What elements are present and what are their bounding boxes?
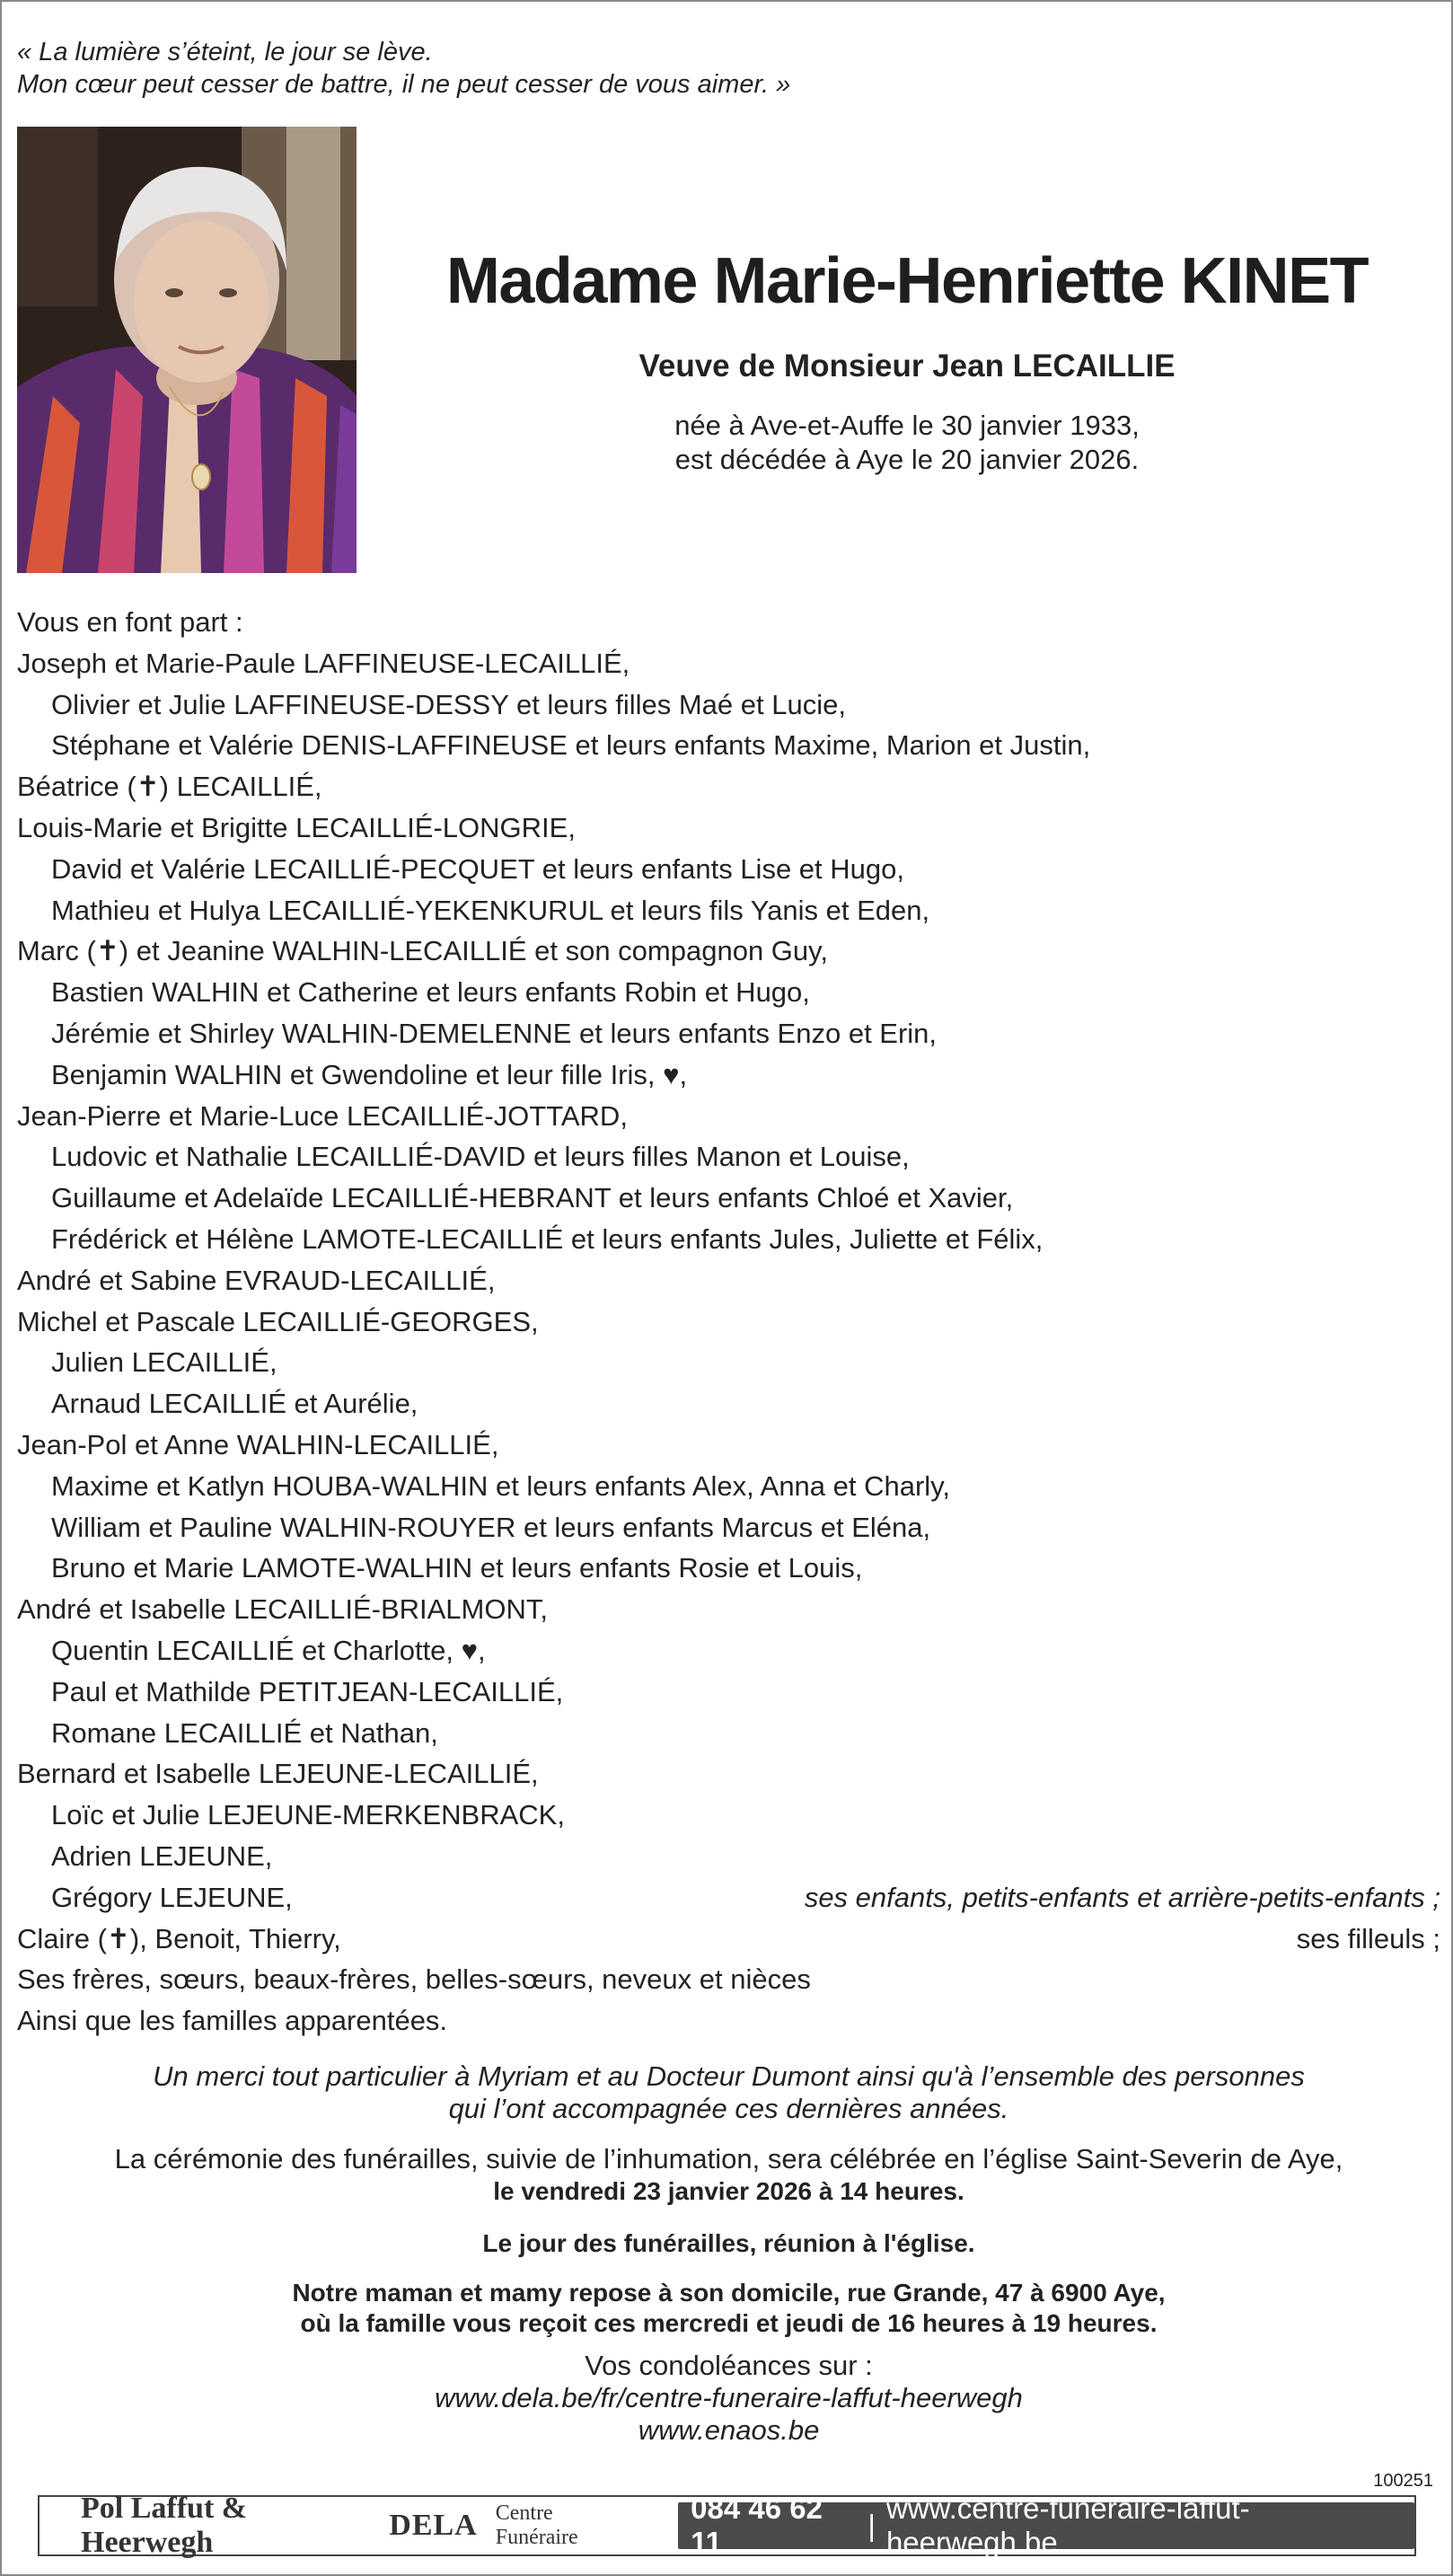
family-line: Michel et Pascale LECAILLIÉ-GEORGES,	[17, 1305, 539, 1337]
family-line: Stéphane et Valérie DENIS-LAFFINEUSE et leurs enfants Maxime, Marion et Justin,	[51, 729, 1091, 762]
family-line: Adrien LEJEUNE,	[51, 1839, 273, 1872]
family-line: Béatrice (✝) LECAILLIÉ,	[17, 771, 322, 803]
portrait-photo	[17, 127, 357, 573]
condolences-label: Vos condoléances sur :	[585, 2350, 873, 2381]
condolences	[17, 2350, 1440, 2447]
condolences-link[interactable]: www.enaos.be	[638, 2414, 820, 2446]
family-line: Louis-Marie et Brigitte LECAILLIÉ-LONGRIE,	[17, 811, 576, 843]
family-line: Bruno et Marie LAMOTE-WALHIN et leurs enfants Rosie et Louis,	[51, 1552, 863, 1584]
repose-line: où la famille vous reçoit ces mercredi et jeudi de 16 heures à 19 heures.	[300, 2309, 1158, 2337]
thanks-line: Un merci tout particulier à Myriam et au Docteur Dumont ainsi qu'à l’ensemble des personnes	[153, 2060, 1305, 2092]
family-line: Julien LECAILLIÉ,	[51, 1346, 277, 1379]
separator: |	[867, 2509, 876, 2542]
family-line: Olivier et Julie LAFFINEUSE-DESSY et leurs filles Maé et Lucie,	[51, 688, 846, 720]
family-line: André et Sabine EVRAUD-LECAILLIÉ,	[17, 1264, 496, 1296]
family-line: Ainsi que les familles apparentées.	[17, 2005, 448, 2037]
widow-of: Veuve de Monsieur Jean LECAILLIE	[638, 348, 1176, 384]
family-line: Paul et Mathilde PETITJEAN-LECAILLIÉ,	[51, 1675, 564, 1707]
family-line: Frédérick et Hélène LAMOTE-LECAILLIÉ et leurs enfants Jules, Juliette et Félix,	[51, 1222, 1044, 1255]
family-line: Joseph et Marie-Paule LAFFINEUSE-LECAILLIÉ,	[17, 647, 630, 679]
dela-logo: DELA	[389, 2509, 478, 2542]
godchildren-caption: ses filleuls ;	[1296, 1922, 1440, 1954]
epigraph-line: Mon cœur peut cesser de battre, il ne peut cesser de vous aimer. »	[17, 70, 791, 99]
family-line: Guillaume et Adelaïde LECAILLIÉ-HEBRANT et leurs enfants Chloé et Xavier,	[51, 1182, 1014, 1214]
family-line: Arnaud LECAILLIÉ et Aurélie,	[51, 1388, 418, 1420]
family-line: Ses frères, sœurs, beaux-frères, belles-sœurs, neveux et nièces	[17, 1963, 811, 1996]
ceremony-text: La cérémonie des funérailles, suivie de l’inhumation, sera célébrée en l’église Saint-Severin de Aye,	[114, 2143, 1343, 2175]
thanks-text	[17, 2060, 1440, 2125]
family-line: Ludovic et Nathalie LECAILLIÉ-DAVID et leurs filles Manon et Louise,	[51, 1141, 910, 1173]
phone-number[interactable]: 084 46 62 11	[691, 2492, 823, 2559]
ceremony-info	[17, 2143, 1440, 2208]
birth-death-dates	[395, 409, 1419, 477]
deceased-name: Madame Marie-Henriette KINET	[445, 245, 1369, 317]
family-line: Bernard et Isabelle LEJEUNE-LECAILLIÉ,	[17, 1758, 539, 1790]
ceremony-date: le vendredi 23 janvier 2026 à 14 heures.	[493, 2177, 964, 2205]
family-line: Quentin LECAILLIÉ et Charlotte, ♥,	[51, 1634, 486, 1666]
family-line: David et Valérie LECAILLIÉ-PECQUET et leurs enfants Lise et Hugo,	[51, 852, 904, 885]
funeral-home-name: Pol Laffut & Heerwegh	[81, 2492, 248, 2559]
funeral-home-footer	[38, 2492, 1416, 2559]
family-list	[17, 602, 1440, 2042]
family-line: Jean-Pierre et Marie-Luce LECAILLIÉ-JOTTARD,	[17, 1099, 628, 1132]
children-caption: ses enfants, petits-enfants et arrière-petits-enfants ;	[804, 1881, 1440, 1913]
condolences-link[interactable]: www.dela.be/fr/centre-funeraire-laffut-heerwegh	[435, 2382, 1023, 2413]
birth-line: née à Ave-et-Auffe le 30 janvier 1933,	[674, 410, 1140, 441]
family-line: Marc (✝) et Jeanine WALHIN-LECAILLIÉ et son compagnon Guy,	[17, 935, 828, 967]
funeral-home-subtitle: Centre Funéraire	[495, 2501, 578, 2549]
family-line: Grégory LEJEUNE, ses enfants, petits-enfants et arrière-petits-enfants ;	[17, 1877, 1440, 1919]
family-line: Romane LECAILLIÉ et Nathan,	[51, 1716, 438, 1749]
family-line: Mathieu et Hulya LECAILLIÉ-YEKENKURUL et leurs fils Yanis et Eden,	[51, 894, 930, 926]
family-line: Claire (✝), Benoit, Thierry, ses filleuls ;	[17, 1919, 1440, 1960]
epigraph-line: « La lumière s’éteint, le jour se lève.	[17, 38, 433, 66]
family-intro: Vous en font part :	[17, 606, 243, 638]
family-line: Loïc et Julie LEJEUNE-MERKENBRACK,	[51, 1799, 565, 1831]
family-line: Jérémie et Shirley WALHIN-DEMELENNE et leurs enfants Enzo et Erin,	[51, 1017, 938, 1049]
meeting-info: Le jour des funérailles, réunion à l'église.	[482, 2229, 975, 2257]
epigraph	[17, 36, 790, 101]
family-line: André et Isabelle LECAILLIÉ-BRIALMONT,	[17, 1593, 548, 1626]
repose-info	[17, 2278, 1440, 2339]
repose-line: Notre maman et mamy repose à son domicile, rue Grande, 47 à 6900 Aye,	[292, 2279, 1166, 2307]
family-line: Jean-Pol et Anne WALHIN-LECAILLIÉ,	[17, 1428, 499, 1460]
family-line: Bastien WALHIN et Catherine et leurs enfants Robin et Hugo,	[51, 976, 810, 1009]
family-line: Maxime et Katlyn HOUBA-WALHIN et leurs enfants Alex, Anna et Charly,	[51, 1469, 951, 1502]
reference-number: 100251	[1373, 2471, 1433, 2491]
thanks-line: qui l’ont accompagnée ces dernières années.	[448, 2093, 1009, 2124]
website-link[interactable]: www.centre-funeraire-laffut-heerwegh.be	[885, 2492, 1250, 2559]
death-line: est décédée à Aye le 20 janvier 2026.	[674, 444, 1140, 475]
family-line: Benjamin WALHIN et Gwendoline et leur fille Iris, ♥,	[51, 1058, 688, 1090]
contact-box	[678, 2492, 1414, 2559]
family-line: William et Pauline WALHIN-ROUYER et leurs enfants Marcus et Eléna,	[51, 1511, 931, 1543]
